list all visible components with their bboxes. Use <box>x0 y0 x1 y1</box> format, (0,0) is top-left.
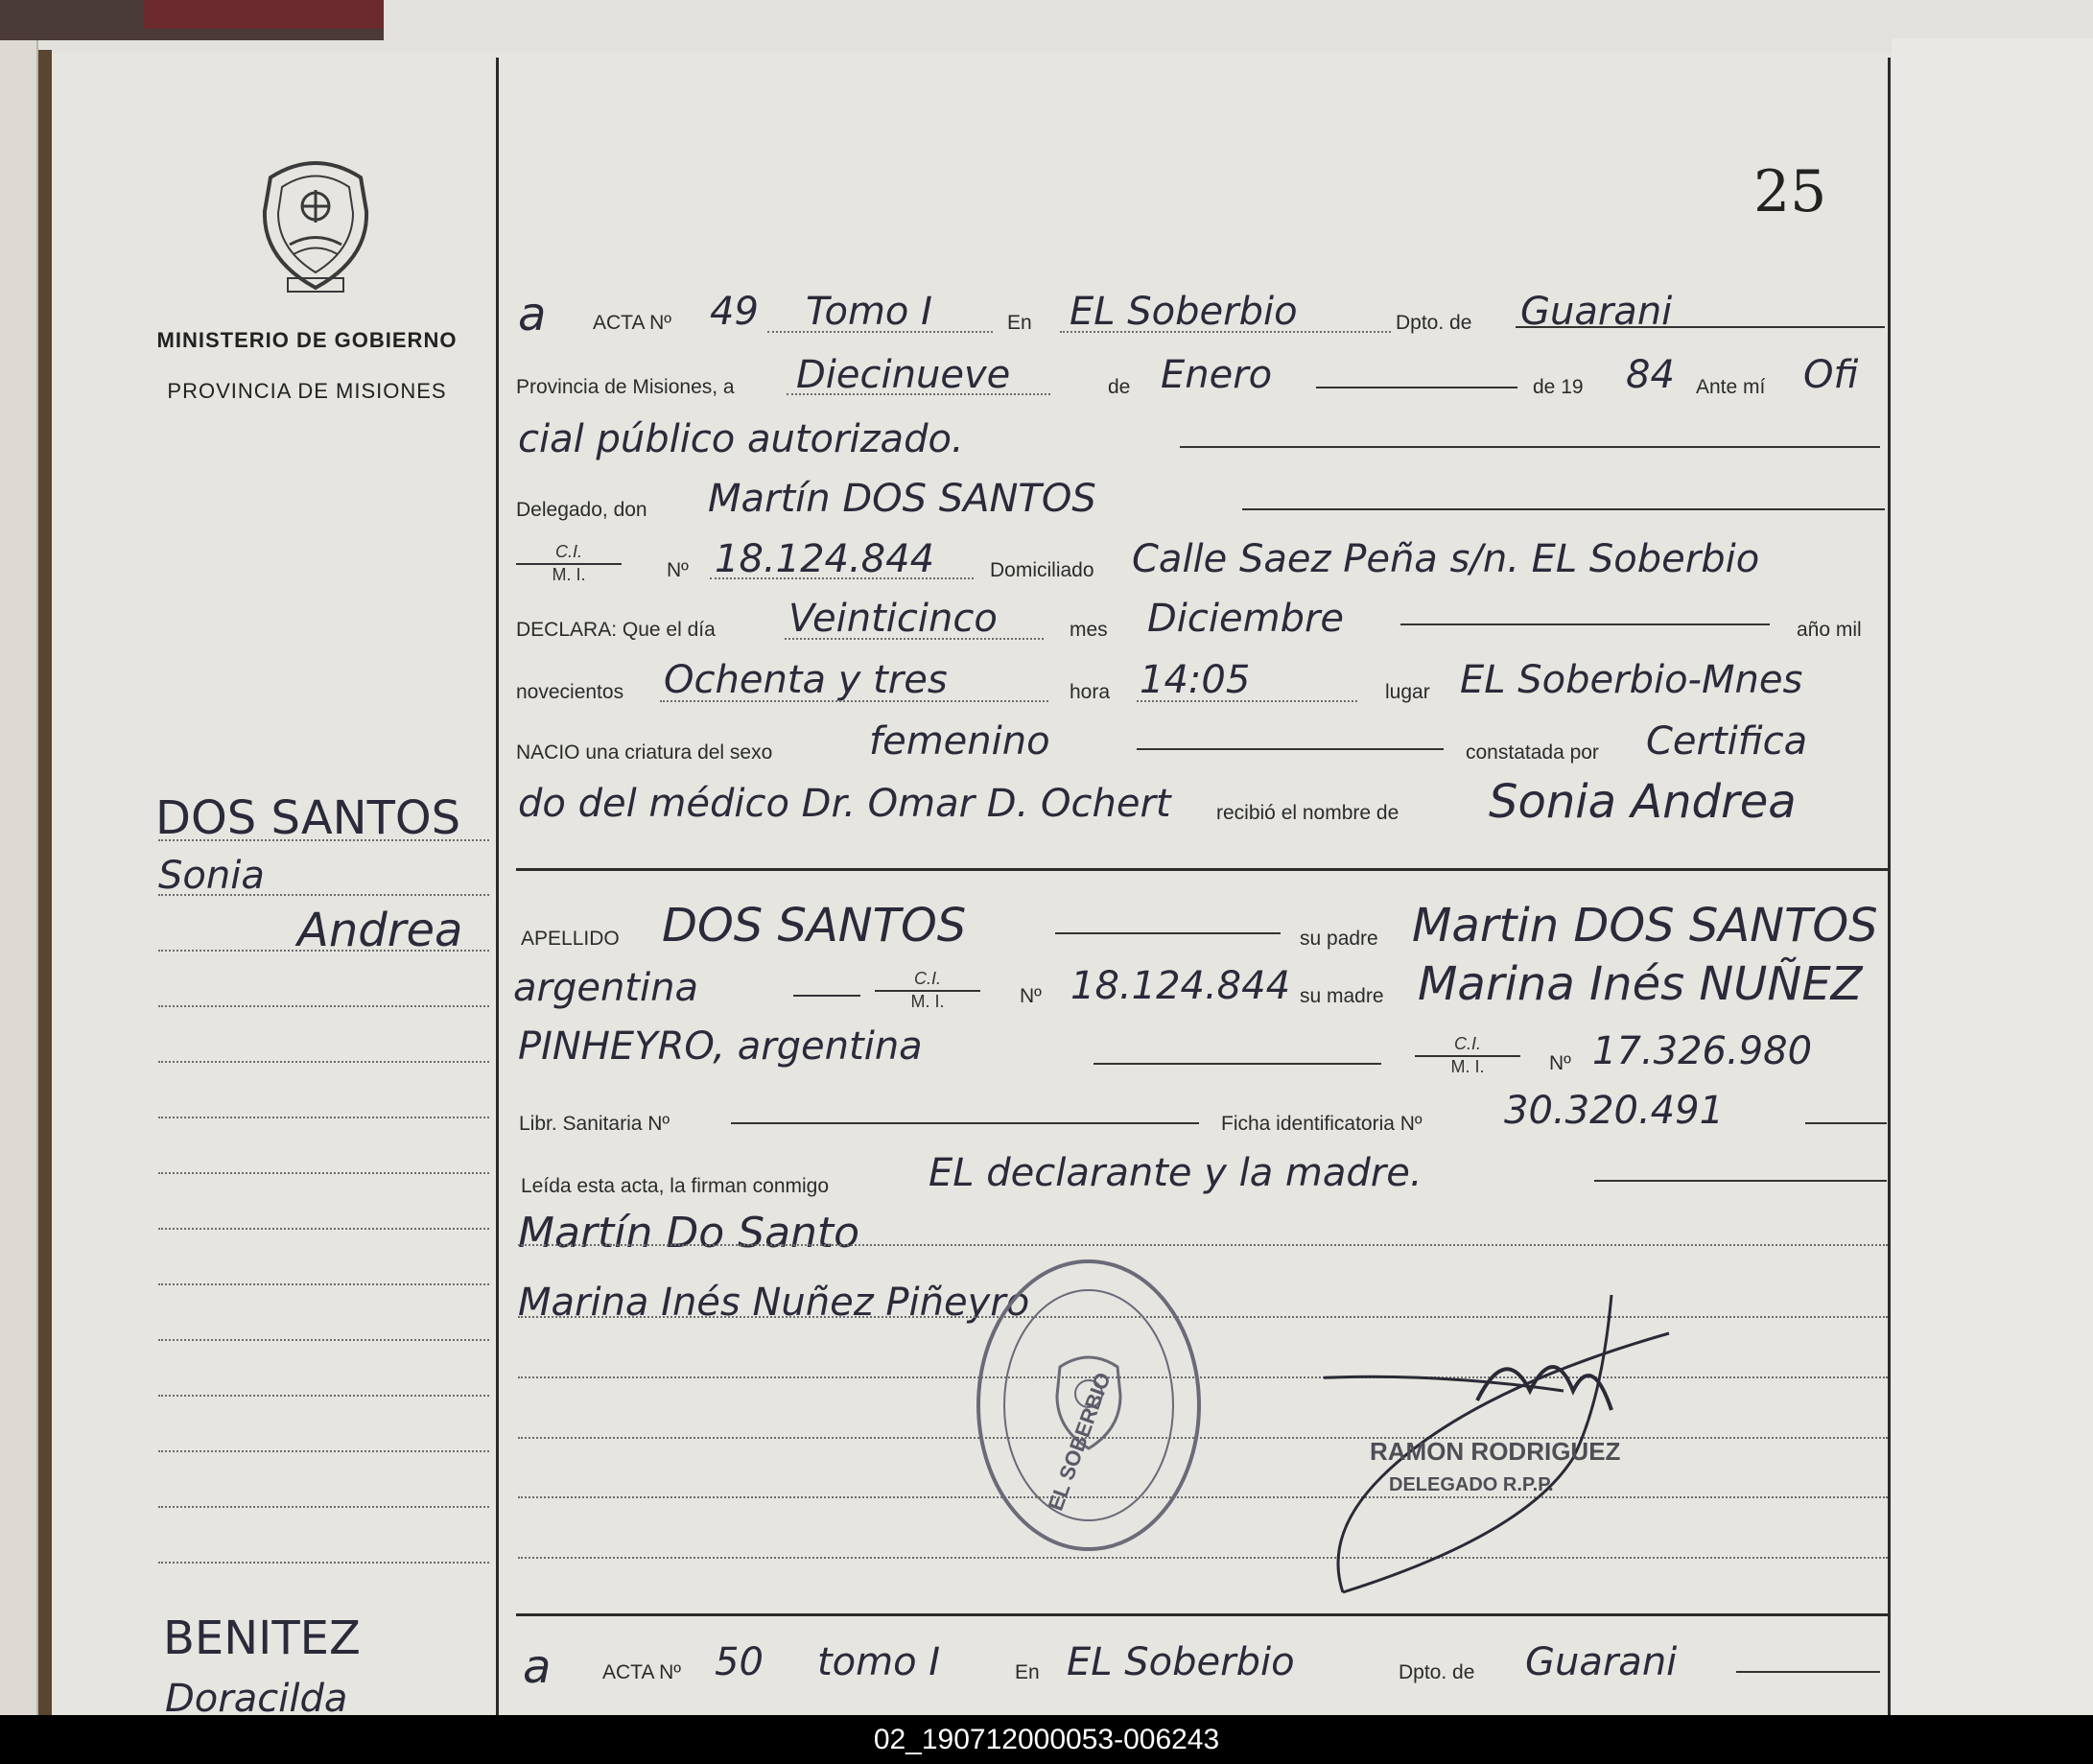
acta1-birth-year: Ochenta y tres <box>664 658 948 702</box>
su-padre-label: su padre <box>1300 928 1378 950</box>
margin-dotted-line <box>158 1172 489 1174</box>
delegado-line <box>1242 508 1885 510</box>
provincia-label: Provincia de Misiones, a <box>516 376 735 398</box>
stamp-city: EL SOBERBIO <box>1043 1369 1116 1515</box>
acta1-birth-place: EL Soberbio-Mnes <box>1460 658 1803 702</box>
delegate-title: DELEGADO R.P.P. <box>1389 1474 1554 1495</box>
mother-signature: Marina Inés Nuñez Piñeyro <box>518 1281 1030 1325</box>
hour-line <box>1137 700 1357 702</box>
en-label: En <box>1007 312 1032 334</box>
acta1-domicilio: Calle Saez Peña s/n. EL Soberbio <box>1132 537 1760 581</box>
acta1-mother: Marina Inés NUÑEZ <box>1418 957 1863 1011</box>
acta1-month: Enero <box>1161 353 1273 397</box>
ministry-heading: MINISTERIO DE GOBIERNO <box>156 328 458 352</box>
margin-dotted-line <box>158 1395 489 1397</box>
apellido-label: APELLIDO <box>521 928 620 950</box>
page-number: 25 <box>1753 158 1827 225</box>
ficha-label: Ficha identificatoria Nº <box>1221 1113 1423 1135</box>
acta1-oficial-part1: Ofi <box>1803 353 1859 397</box>
acta1-father-nationality: argentina <box>513 966 698 1010</box>
acta1-sex: femenino <box>869 719 1050 764</box>
libr-line <box>731 1122 1199 1124</box>
numero-label-mother: Nº <box>1549 1052 1571 1074</box>
signatories-line <box>1594 1180 1887 1182</box>
de-label: de <box>1108 376 1131 398</box>
libr-sanitaria-label: Libr. Sanitaria Nº <box>519 1113 670 1135</box>
previous-page-edge <box>0 40 38 1715</box>
margin-dotted-line <box>158 950 489 952</box>
surname-line <box>1055 932 1281 934</box>
book-cover-corner-red <box>144 0 384 29</box>
acta1-day-line <box>787 393 1050 395</box>
book-spine <box>38 50 52 1715</box>
margin-dotted-line <box>158 1061 489 1063</box>
acta-label: ACTA Nº <box>593 312 671 334</box>
margin-dotted-line <box>158 839 489 841</box>
acta1-day: Diecinueve <box>796 353 1011 397</box>
declara-label: DECLARA: Que el día <box>516 619 716 641</box>
acta1-constatada-part2: do del médico Dr. Omar D. Ochert <box>518 782 1171 826</box>
acta1-year: 84 <box>1626 353 1675 397</box>
ci-line-delegado <box>710 577 974 579</box>
acta1-ficha: 30.320.491 <box>1504 1089 1725 1133</box>
margin-dotted-line <box>158 1506 489 1508</box>
acta1-mother-ci: 17.326.980 <box>1592 1029 1813 1073</box>
birth-year-line <box>660 700 1048 702</box>
recibio-label: recibió el nombre de <box>1216 802 1399 824</box>
acta1-signatories: EL declarante y la madre. <box>929 1151 1423 1195</box>
acta1-given-name: Sonia Andrea <box>1489 775 1797 829</box>
acta1-delegado-ci: 18.124.844 <box>715 537 935 581</box>
birth-month-line <box>1400 623 1770 625</box>
father-nat-line <box>793 995 860 997</box>
acta2-city: EL Soberbio <box>1067 1640 1295 1684</box>
margin-entry2-surname: BENITEZ <box>163 1611 361 1665</box>
acta1-oficial-part2: cial público autorizado. <box>518 417 964 461</box>
acta2-number: 50 <box>715 1640 764 1684</box>
ficha-line <box>1805 1122 1887 1124</box>
entry-separator <box>516 868 1890 871</box>
lugar-label: lugar <box>1385 681 1430 703</box>
de19-label: de 19 <box>1533 376 1584 398</box>
acta2-dpto: Guarani <box>1525 1640 1678 1684</box>
numero-label-father: Nº <box>1020 985 1042 1007</box>
ante-mi-label: Ante mí <box>1696 376 1766 398</box>
margin-entry1-middlename: Andrea <box>297 904 463 957</box>
image-id-caption: 02_190712000053-006243 <box>0 1715 2093 1764</box>
nacio-label: NACIO una criatura del sexo <box>516 741 773 764</box>
acta1-constatada-part1: Certifica <box>1646 719 1808 764</box>
acta2-tomo: tomo I <box>817 1640 941 1684</box>
acta1-father-ci: 18.124.844 <box>1070 964 1291 1008</box>
dpto-label: Dpto. de <box>1396 312 1472 334</box>
declarant-signature: Martín Do Santo <box>518 1209 860 1258</box>
margin-dotted-line <box>158 1450 489 1452</box>
page-right-margin <box>1892 38 2093 1715</box>
acta2-en-label: En <box>1015 1661 1040 1683</box>
anio-mil-label: año mil <box>1797 619 1862 641</box>
margin-dotted-line <box>158 1283 489 1285</box>
acta1-tomo-line <box>767 331 993 333</box>
acta1-city-line <box>1060 331 1391 333</box>
acta2-dpto-label: Dpto. de <box>1399 1661 1475 1683</box>
sex-line <box>1137 748 1444 750</box>
ci-fraction-delegado: $\frac{C.I.}{M. I.}$ <box>516 542 622 585</box>
acta1-birth-hour: 14:05 <box>1140 658 1251 702</box>
margin-entry2-firstname: Doracilda <box>165 1677 348 1715</box>
right-rule <box>1888 58 1891 1715</box>
province-heading: PROVINCIA DE MISIONES <box>167 379 447 403</box>
acta1-tomo: Tomo I <box>806 290 932 334</box>
acta1-birth-day: Veinticinco <box>788 597 998 641</box>
leida-label: Leída esta acta, la firman conmigo <box>521 1175 830 1197</box>
acta1-dpto-line <box>1516 326 1885 328</box>
acta1-surname: DOS SANTOS <box>662 899 967 953</box>
margin-dotted-line <box>158 1228 489 1230</box>
acta1-number: 49 <box>710 290 759 334</box>
margin-rule <box>496 58 499 1715</box>
oficial-line <box>1180 446 1880 448</box>
constatada-label: constatada por <box>1466 741 1599 764</box>
margin-dotted-line <box>158 1117 489 1118</box>
domiciliado-label: Domiciliado <box>990 559 1094 581</box>
margin-entry1-surname: DOS SANTOS <box>155 791 461 845</box>
margin-dotted-line <box>158 1562 489 1564</box>
acta2-dpto-line <box>1736 1671 1880 1673</box>
novecientos-label: novecientos <box>516 681 624 703</box>
acta1-delegado: Martín DOS SANTOS <box>708 477 1096 521</box>
mother-line <box>1094 1063 1381 1065</box>
body-dotted-line <box>518 1244 1888 1246</box>
acta1-mother-part2: PINHEYRO, argentina <box>518 1024 923 1069</box>
ci-fraction-father: $\frac{C.I.}{M. I.}$ <box>875 969 980 1012</box>
acta2-label: ACTA Nº <box>602 1661 681 1683</box>
ci-fraction-mother: $\frac{C.I.}{M. I.}$ <box>1415 1034 1520 1077</box>
margin-entry1-firstname: Sonia <box>158 854 265 898</box>
acta1-prefix: a <box>518 288 547 341</box>
delegate-name: RAMON RODRIGUEZ <box>1370 1437 1621 1466</box>
acta1-month-line <box>1316 387 1517 388</box>
acta1-dpto: Guarani <box>1520 290 1673 334</box>
acta1-father: Martin DOS SANTOS <box>1412 899 1878 953</box>
acta2-prefix: a <box>523 1640 552 1694</box>
provincial-seal-icon <box>251 153 380 297</box>
entry-separator <box>516 1613 1890 1616</box>
numero-label: Nº <box>667 559 689 581</box>
birth-day-line <box>785 638 1044 640</box>
margin-dotted-line <box>158 894 489 896</box>
margin-dotted-line <box>158 1005 489 1007</box>
su-madre-label: su madre <box>1300 985 1384 1007</box>
mes-label: mes <box>1070 619 1108 641</box>
hora-label: hora <box>1070 681 1111 703</box>
delegado-label: Delegado, don <box>516 499 647 521</box>
acta1-city: EL Soberbio <box>1070 290 1298 334</box>
acta1-birth-month: Diciembre <box>1147 597 1345 641</box>
margin-dotted-line <box>158 1339 489 1341</box>
